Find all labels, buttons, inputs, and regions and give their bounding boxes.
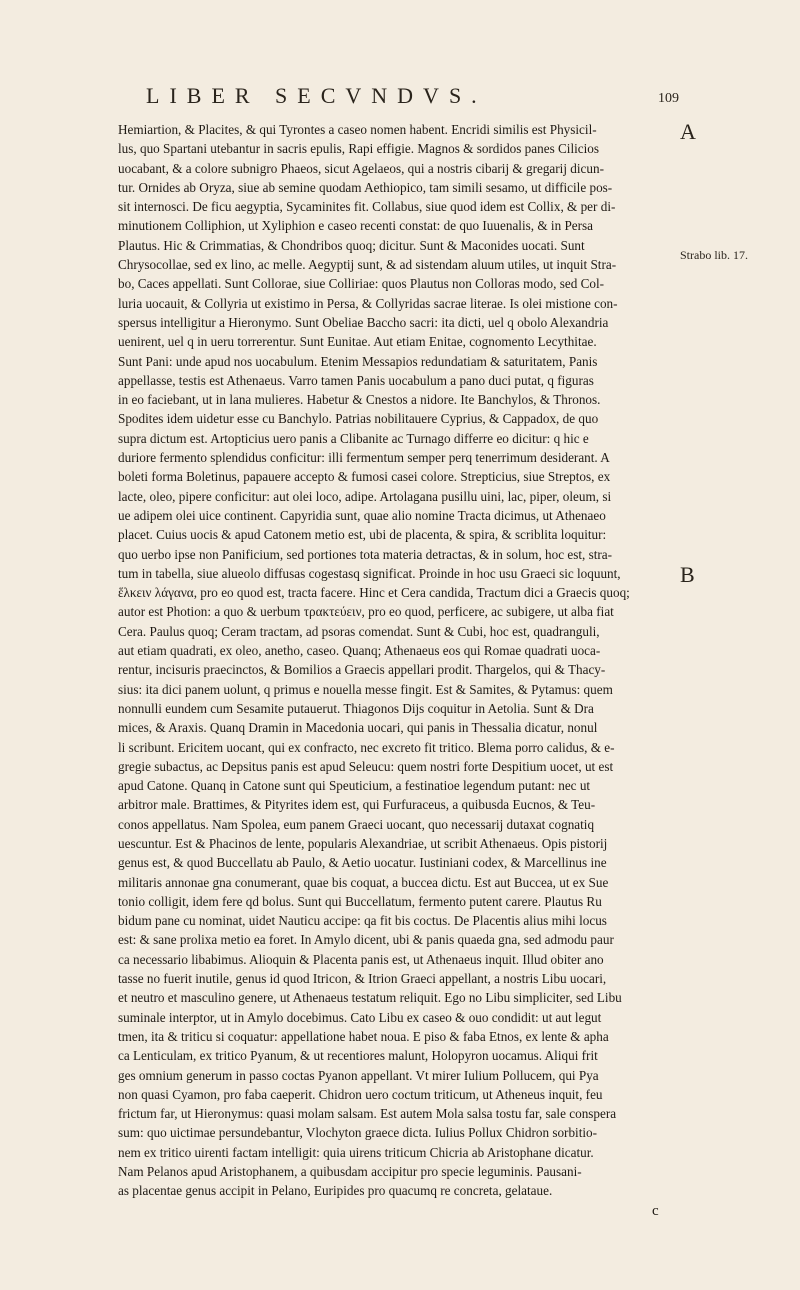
text-line: ἕλκειν λάγανα, pro eo quod est, tracta facere. Hinc et Cera candida, Tractum dici a Graecis quoq; [118,585,630,601]
text-line: bidum pane cu nominat, uidet Nauticu accipe: qa fit bis coctus. De Placentis alius mihi locus [118,913,607,929]
text-line: Chrysocollae, sed ex lino, ac melle. Aegyptij sunt, & ad sistendam aluum utiles, ut inquit Stra- [118,257,617,273]
text-line: bo, Caces appellati. Sunt Collorae, siue Colliriae: quos Plautus non Colloras modo, sed Col- [118,276,605,292]
margin-note-strabo: Strabo lib. 17. [680,248,748,262]
text-line: tasse no fuerit inutile, genus id quod Itricon, & Itrion Graeci appellant, a nostris Libu uocari, [118,971,607,987]
margin-letter-a: A [680,119,696,144]
text-line: militaris annonae gna conumerant, quae bis coquat, a buccea dictu. Est aut Buccea, ut ex Sue [118,874,609,890]
text-line: ca necessario libabimus. Alioquin & Placenta panis est, ut Athenaeus inquit. Illud obiter ano [118,951,604,967]
text-line: sius: ita dici panem uolunt, q primus e nouella messe fingit. Est & Samites, & Pytamus: quem [118,681,613,697]
text-line: Plautus. Hic & Crimmatias, & Chondribos quoq; dicitur. Sunt & Maconides uocati. Sunt [118,237,585,253]
text-line: conos appellatus. Nam Spolea, eum panem Graeci uocant, quo necessarij dutaxat cognatiq [118,816,595,832]
text-line: Hemiartion, & Placites, & qui Tyrontes a caseo nomen habent. Encridi similis est Physicil- [118,122,597,137]
text-line: sit internosci. De ficu aegyptia, Sycaminites fit. Collabus, siue quod idem est Collix, & per di- [118,199,616,215]
text-line: luria uocauit, & Collyria ut existimo in Persa, & Collyridas sacrae literae. Is olei mistione con- [118,295,618,311]
text-line: suminale interptor, ut in Amylo docebimus. Cato Libu ex caseo & ouo condidit: ut aut legut [118,1009,602,1025]
text-line: est: & sane prolixa metio ea foret. In Amylo dicent, ubi & panis quaeda gna, sed admodu paur [118,932,614,948]
text-line: quo uerbo ipse non Panificium, sed portiones tota materia detractas, & in solum, hoc est, stra- [118,546,613,562]
text-line: autor est Photion: a quo & uerbum τρακτεύειν, pro eo quod, perficere, ac subigere, ut alba fiat [118,604,614,620]
text-line: aut etiam quadrati, ex oleo, anetho, caseo. Quanq; Athenaeus eos qui Romae quadrati uoca- [118,643,601,659]
text-line: Nam Pelanos apud Aristophanem, a quibusdam accipitur pro specie leguminis. Pausani- [118,1164,582,1180]
running-head: LIBER SECVNDVS. [146,83,487,108]
text-line: genus est, & quod Buccellatu ab Paulo, & Aetio uocatur. Iustiniani codex, & Marcellinus ine [118,855,607,871]
text-line: placet. Cuius uocis & apud Catonem metio est, ubi de placenta, & spira, & scriblita loquitur: [118,527,607,543]
text-line: tonio colligit, idem fere qd bolus. Sunt qui Buccellatum, fermento putent carere. Plautus Ru [118,893,602,909]
text-line: appellasse, testis est Athenaeus. Varro tamen Panis uocabulum a pano duci putat, q figuras [118,372,594,388]
text-line: et neutro et masculino genere, ut Athenaeus testatum reliquit. Ego no Libu simpliciter, sed Libu [118,990,622,1006]
text-line: uocabant, & a colore subnigro Phaeos, sicut Agelaeos, qui a nostris cibarij & gregarij dicun- [118,160,604,176]
text-line: duriore fermento splendidus conficitur: illi fermentum semper perq tenerrimum desiderant. A [118,450,610,466]
text-line: rentur, incisuris praecinctos, & Bomilios a Graecis appellari prodit. Thargelos, qui & Thacy- [118,662,606,678]
text-line: supra dictum est. Artopticius uero panis a Clibanite ac Turnago differre eo dicitur: q hic e [118,430,589,446]
catchword: c [652,1203,659,1219]
text-line: non quasi Cyamon, pro faba caeperit. Chidron uero coctum triticum, ut Atheneus inquit, feu [118,1086,603,1102]
text-line: nonnulli eundem cum Sesamite putauerut. Thiagonos Dijs coquitur in Aetolia. Sunt & Dra [118,700,594,716]
text-line: tur. Ornides ab Oryza, siue ab semine quodam Aethiopico, tam simili sesamo, ut difficile pos- [118,179,613,195]
text-line: in eo faciebant, ut in lana mulieres. Habetur & Cnestos a nidore. Ite Banchylos, & Thronos. [118,392,601,408]
text-line: boleti forma Boletinus, papauere accepto & fumosi casei colore. Strepticius, siue Streptos, ex [118,469,611,485]
text-line: gregie subactus, ac Depsitus panis est apud Seleucu: quem nostri forte Despitium uocet, ut est [118,758,614,774]
text-line: lus, quo Spartani utebantur in sacris epulis, Rapi effigie. Magnos & sordidos panes Cilicios [118,141,600,157]
text-line: Cera. Paulus quoq; Ceram tractam, ad psoras comendat. Sunt & Cubi, hoc est, quadranguli, [118,623,600,639]
text-line: as placentae genus accipit in Pelano, Euripides pro quacumq re concreta, gelataue. [118,1183,553,1199]
text-line: arbitror male. Brattimes, & Pityrites idem est, qui Furfuraceus, a quibusda Eucnos, & Teu- [118,797,596,813]
text-line: sum: quo uictimae persundebantur, Vlochyton graece dicta. Iulius Pollux Chidron sorbitio- [118,1125,598,1141]
text-line: apud Catone. Quanq in Catone sunt qui Speuticium, a festinatioe legendum putant: nec ut [118,778,591,794]
text-line: tmen, ita & triticu si coquatur: appellatione habet noua. E piso & faba Etnos, ex lente & apha [118,1028,609,1044]
text-line: Spodites idem uidetur esse cu Banchylo. Patrias nobilitauere Cyprius, & Cappadox, de quo [118,411,599,427]
text-line: ue adipem olei uice continent. Capyridia sunt, quae alio nomine Tracta dicimus, ut Athenaeo [118,507,606,523]
text-line: uenirent, uel q in ueru torrerentur. Sunt Eunitae. Aut etiam Enitae, cognomento Lecythitae. [118,334,597,350]
text-line: li scribunt. Ericitem uocant, qui ex confracto, nec excreto fit tritico. Blema porro calidus, & e- [118,739,615,755]
text-line: frictum far, ut Hieronymus: quasi molam salsam. Est autem Mola salsa tostu far, sale conspera [118,1106,617,1122]
margin-letter-b: B [680,562,695,587]
text-line: minutionem Colliphion, ut Xyliphion e caseo recenti constat: de quo Iuuenalis, & in Persa [118,218,594,234]
text-line: ges omnium generum in passo coctas Pyanon appellant. Vt mirer Iulium Pollucem, qui Pya [118,1067,599,1083]
body-text [118,120,673,1201]
text-line: ca Lenticulam, ex tritico Pyanum, & ut recentiores malunt, Holopyron uocamus. Aliqui frit [118,1048,598,1064]
text-line: uescuntur. Est & Phacinos de lente, popularis Alexandriae, ut scribit Athenaeus. Opis pistorij [118,835,608,851]
text-line: spersus intelligitur a Hieronymo. Sunt Obeliae Baccho sacri: ita dicti, uel q obolo Alexandria [118,314,609,330]
page-number: 109 [658,91,679,106]
text-line: Sunt Pani: unde apud nos uocabulum. Etenim Messapios redundatiam & saturitatem, Panis [118,353,598,369]
text-line: nem ex tritico uirenti factam intelligit: quia uirens triticum Chicria ab Aristophane dicatur. [118,1144,594,1160]
text-line: lacte, oleo, pipere conficitur: aut olei loco, adipe. Artolagana pusillu uini, lac, piper, oleum, si [118,488,612,504]
text-line: mices, & Araxis. Quanq Dramin in Macedonia uocari, qui panis in Thessalia dicatur, nonul [118,720,598,736]
text-line: tum in tabella, siue alueolo diffusas cogestasq significat. Proinde in hoc usu Graeci sic loquunt, [118,565,621,581]
